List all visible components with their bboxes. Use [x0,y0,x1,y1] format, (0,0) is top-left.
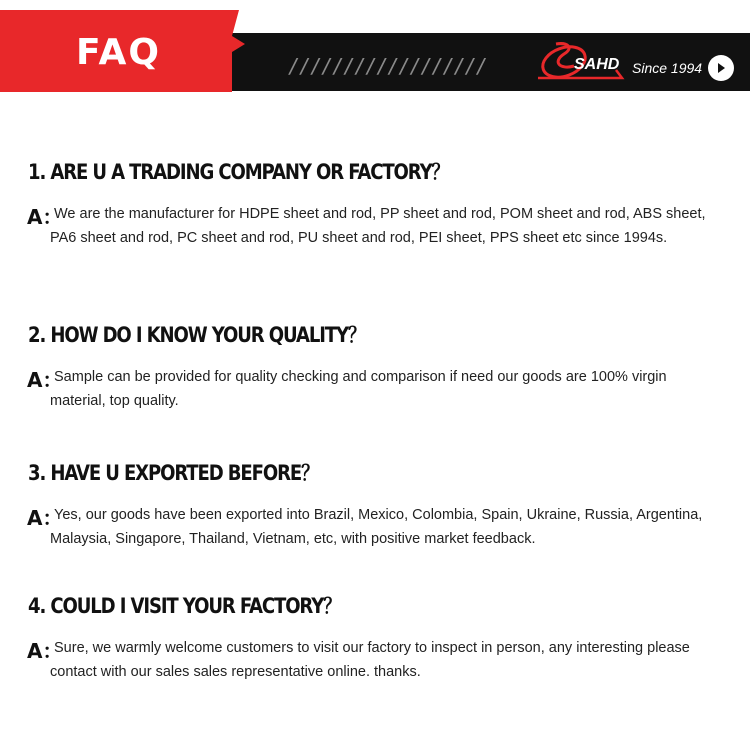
faq-question: 2. HOW DO I KNOW YOUR QUALITY？ [28,323,365,347]
answer-label: A： [27,205,63,229]
page-title: FAQ [76,32,161,73]
answer-label: A： [27,506,63,530]
decorative-slashes: ////////////////// [288,54,487,78]
faq-question: 4. COULD I VISIT YOUR FACTORY？ [28,594,341,618]
brand-name: SAHD [574,56,620,73]
since-text: Since 1994 [632,60,703,76]
faq-question: 3. HAVE U EXPORTED BEFORE？ [28,461,319,485]
faq-answer: Sure, we warmly welcome customers to visit our factory to inspect in person, any interesting please contact with our sales sales representative online. thanks. [50,640,690,680]
answer-label: A： [27,368,63,392]
play-button[interactable] [708,55,734,81]
answer-label: A： [27,639,63,663]
faq-question: 1. ARE U A TRADING COMPANY OR FACTORY？ [28,160,449,184]
play-icon [715,62,727,74]
faq-answer: Yes, our goods have been exported into Brazil, Mexico, Colombia, Spain, Ukraine, Russia, Argentina, Malaysia, Singapore, Thailand, Vietnam, etc, with positive market feedback. [50,507,703,547]
faq-answer: Sample can be provided for quality checking and comparison if need our goods are 100% virgin material, top quality. [50,369,667,409]
faq-banner [0,0,750,120]
faq-answer: We are the manufacturer for HDPE sheet and rod, PP sheet and rod, POM sheet and rod, ABS sheet, PA6 sheet and rod, PC sheet and rod, PU sheet and rod, PEI sheet, PPS sheet etc since 1994s. [50,206,706,246]
